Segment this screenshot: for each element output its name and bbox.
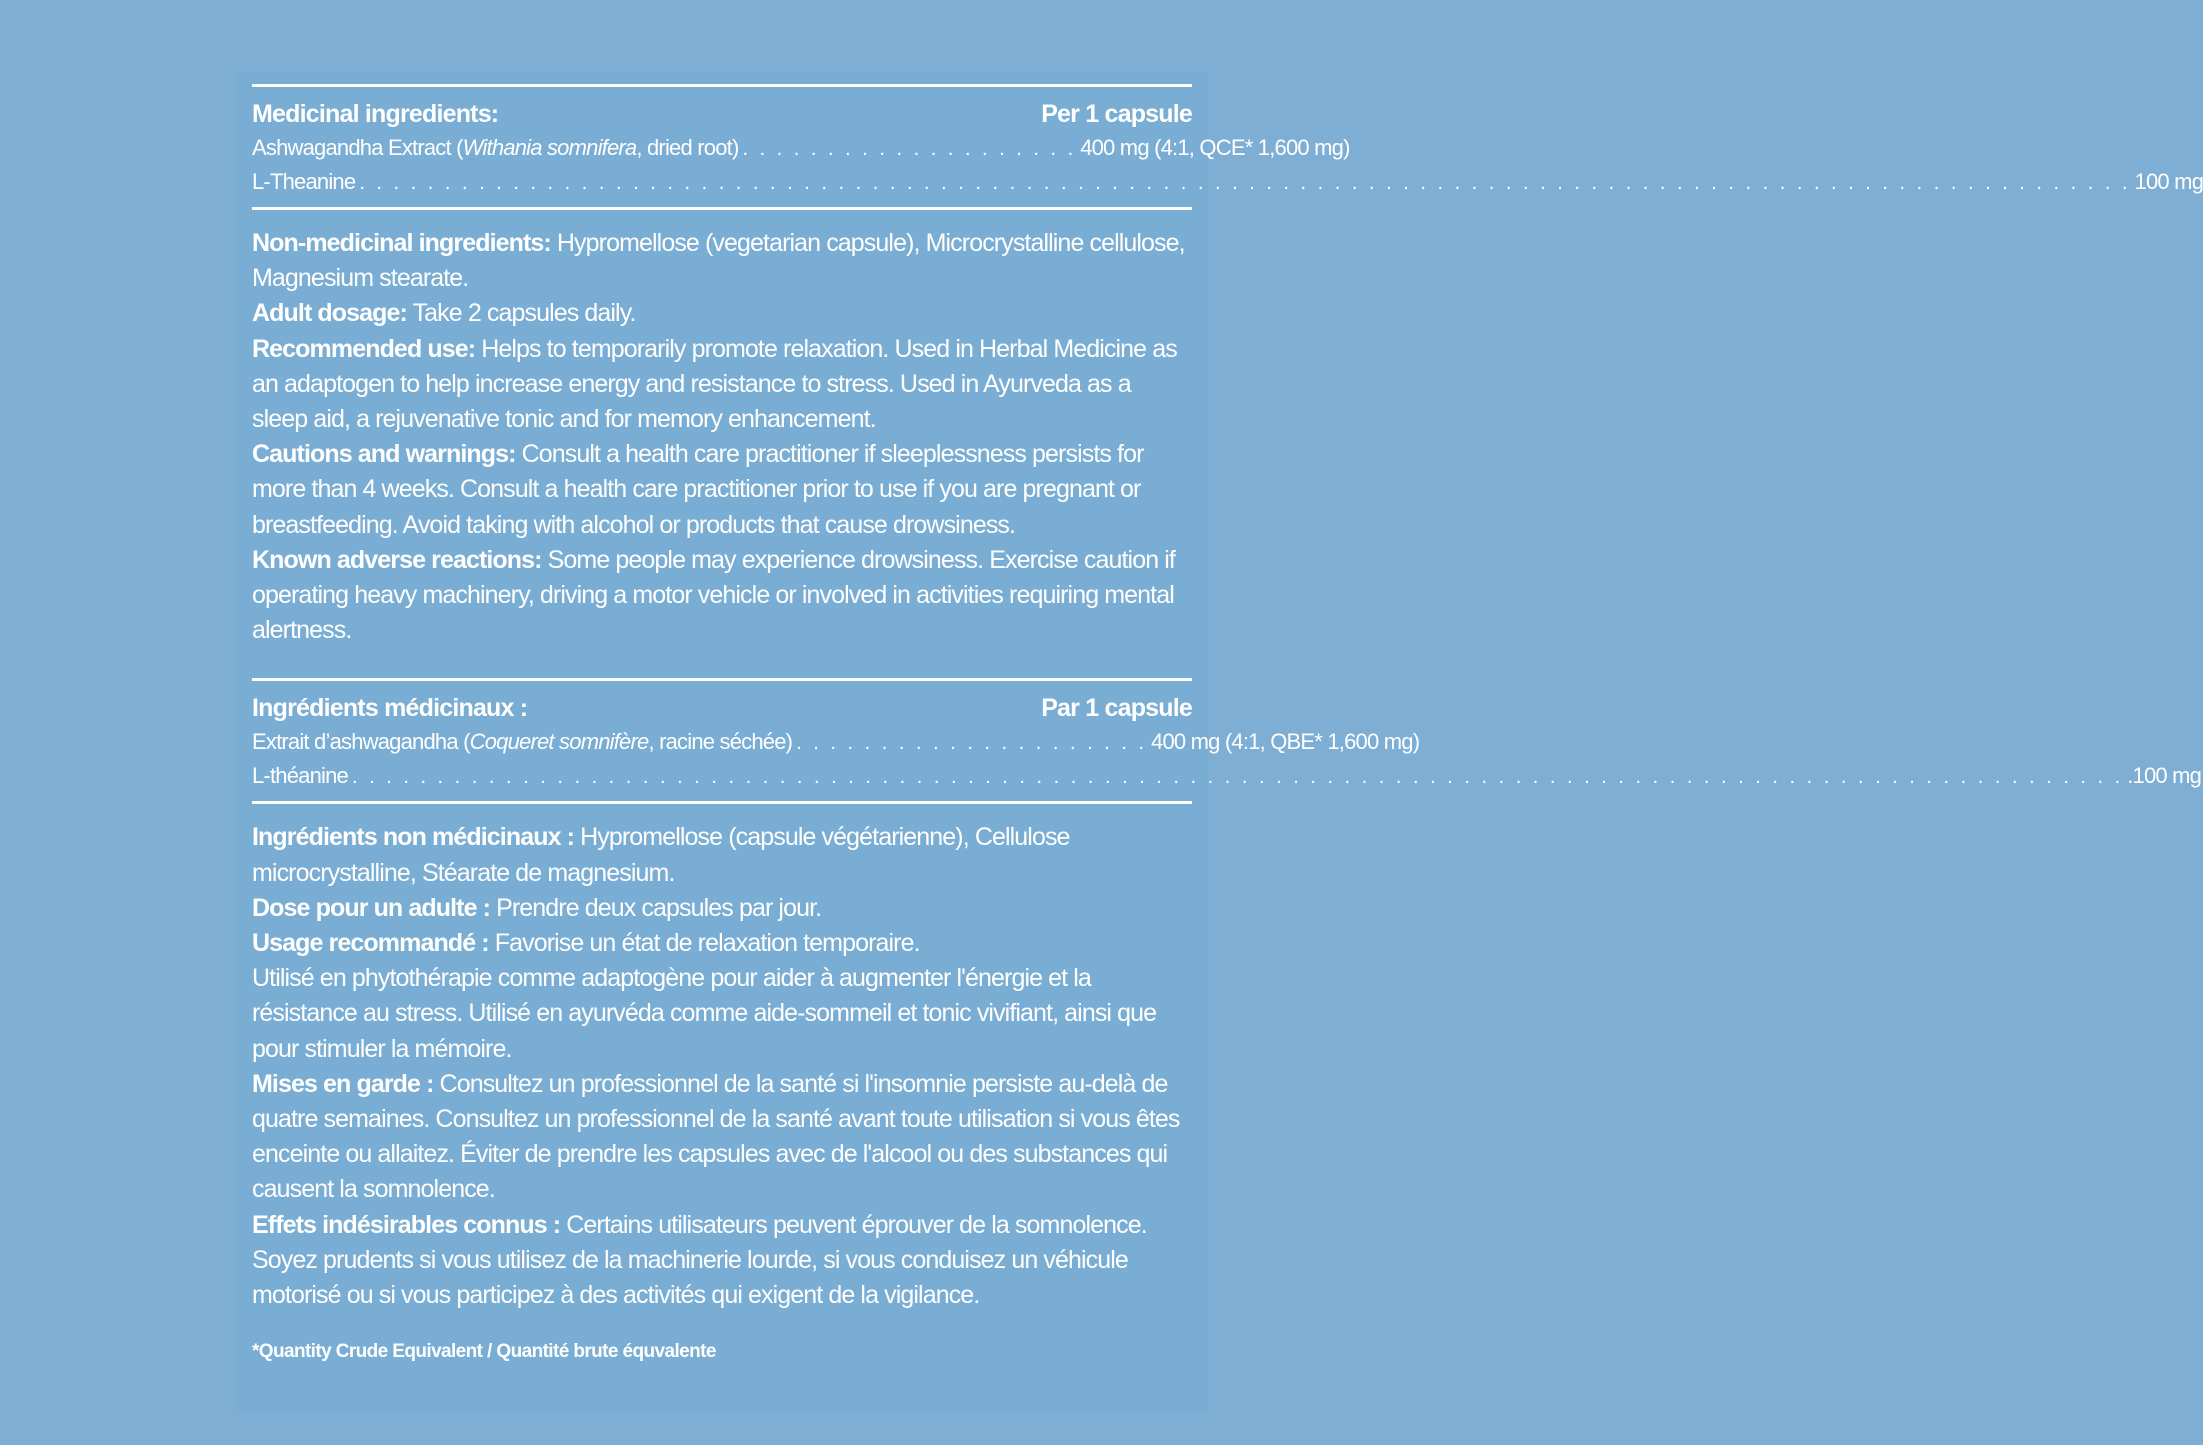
footnote: *Quantity Crude Equivalent / Quantité brute équvalente <box>252 1341 716 1362</box>
recommended-use-fr: Usage recommandé : Favorise un état de relaxation temporaire. <box>252 929 920 958</box>
ingredient-name: L-Theanine <box>252 169 356 194</box>
french-details <box>252 820 1192 1313</box>
label-content <box>252 84 2203 1313</box>
ingredient-row <box>252 725 1420 759</box>
adult-dosage-fr: Dose pour un adulte : Prendre deux capsules par jour. <box>252 893 822 922</box>
known-adverse-reactions-fr: Effets indésirables connus : Certains utilisateurs peuvent éprouver de la somnolence. Soyez prudents si vous utilisez de la machinerie lourde, si vous conduisez un véhicule motorisé ou si vous participez à des activités qui exigent de la vigilance. <box>252 1210 1147 1310</box>
english-details <box>252 226 1192 648</box>
divider <box>252 84 1192 87</box>
ingredient-row <box>252 131 1350 165</box>
cautions-and-warnings: Cautions and warnings: Consult a health care practitioner if sleeplessness persists for more than 4 weeks. Consult a health care practitioner prior to use if you are pregnant or breastfeeding. Avoid taking with alcohol or products that cause drowsiness. <box>252 440 1144 539</box>
per-capsule-label-fr: Par 1 capsule <box>1041 694 1192 723</box>
recommended-use: Recommended use: Helps to temporarily promote relaxation. Used in Herbal Medicine as an adaptogen to help increase energy and resistance to stress. Used in Ayurveda as a sleep aid, a rejuvenative tonic and for memory enhancement. <box>252 334 1177 434</box>
per-capsule-label: Per 1 capsule <box>1041 100 1192 128</box>
ingredient-row <box>252 165 2203 199</box>
leader-dots: . . . . . . . . . . . . . . . . . . . . . . . . . . . . . . . . . . . . . . . . . . . . . . . . . . . . . . . . . . . . . . . . . . . . . . . . . . . . . . . . . . . . . . . . . . . . . . . . . . . . . . . . <box>351 766 2124 789</box>
ingredient-row <box>252 759 2202 793</box>
recommended-use-detail-fr: Utilisé en phytothérapie comme adaptogène pour aider à augmenter l'énergie et la résistance au stress. Utilisé en ayurvéda comme aide-sommeil et tonic vivifiant, ainsi que pour stimuler la mémoire. <box>252 964 1157 1063</box>
ingredient-name: Extrait d’ashwagandha (Coqueret somnifère, racine séchée) <box>252 729 793 755</box>
divider <box>252 207 1192 210</box>
known-adverse-reactions: Known adverse reactions: Some people may experience drowsiness. Exercise caution if operating heavy machinery, driving a motor vehicle or involved in activities requiring mental alertness. <box>252 545 1175 645</box>
medicinal-ingredients-header <box>252 97 1192 131</box>
ingredient-name: Ashwagandha Extract (Withania somnifera, dried root) <box>252 135 739 160</box>
non-medicinal-ingredients: Non-medicinal ingredients: Hypromellose (vegetarian capsule), Microcrystalline cellulose, Magnesium stearate. <box>252 229 1185 293</box>
medicinal-ingredients-header-fr <box>252 691 1192 725</box>
leader-dots: . . . . . . . . . . . . . . . . . . . . . . . . . . . . . . . . . . . . . . . . . . . . . . . . . . . . . . . . . . . . . . . . . . . . . . . . . . . . . . . . . . . . . . . . . . . . . . . . . . . . . . . . <box>359 172 2131 194</box>
ingredient-amount: 400 mg (4:1, QCE* 1,600 mg) <box>1080 135 1350 160</box>
divider <box>252 678 1192 681</box>
leader-dots: . . . . . . . . . . . . . . . . . . . . . <box>796 732 1148 755</box>
cautions-and-warnings-fr: Mises en garde : Consultez un professionnel de la santé si l'insomnie persiste au-delà de quatre semaines. Consultez un professionnel de la santé avant toute utilisation si vous êtes enceinte ou allaitez. Éviter de prendre les capsules avec de l'alcool ou des substances qui causent la somnolence. <box>252 1069 1180 1204</box>
medicinal-ingredients-title-fr: Ingrédients médicinaux : <box>252 694 528 723</box>
non-medicinal-ingredients-fr: Ingrédients non médicinaux : Hypromellose (capsule végétarienne), Cellulose microcrystalline, Stéarate de magnesium. <box>252 823 1070 887</box>
adult-dosage: Adult dosage: Take 2 capsules daily. <box>252 299 636 328</box>
medicinal-ingredients-title: Medicinal ingredients: <box>252 100 499 128</box>
divider <box>252 801 1192 804</box>
ingredient-amount: .100 mg <box>2127 763 2202 789</box>
ingredient-amount: 100 mg <box>2134 169 2203 194</box>
ingredient-name: L-théanine <box>252 763 348 789</box>
leader-dots: . . . . . . . . . . . . . . . . . . . . <box>742 138 1077 160</box>
ingredient-amount: 400 mg (4:1, QBE* 1,600 mg) <box>1151 729 1420 755</box>
